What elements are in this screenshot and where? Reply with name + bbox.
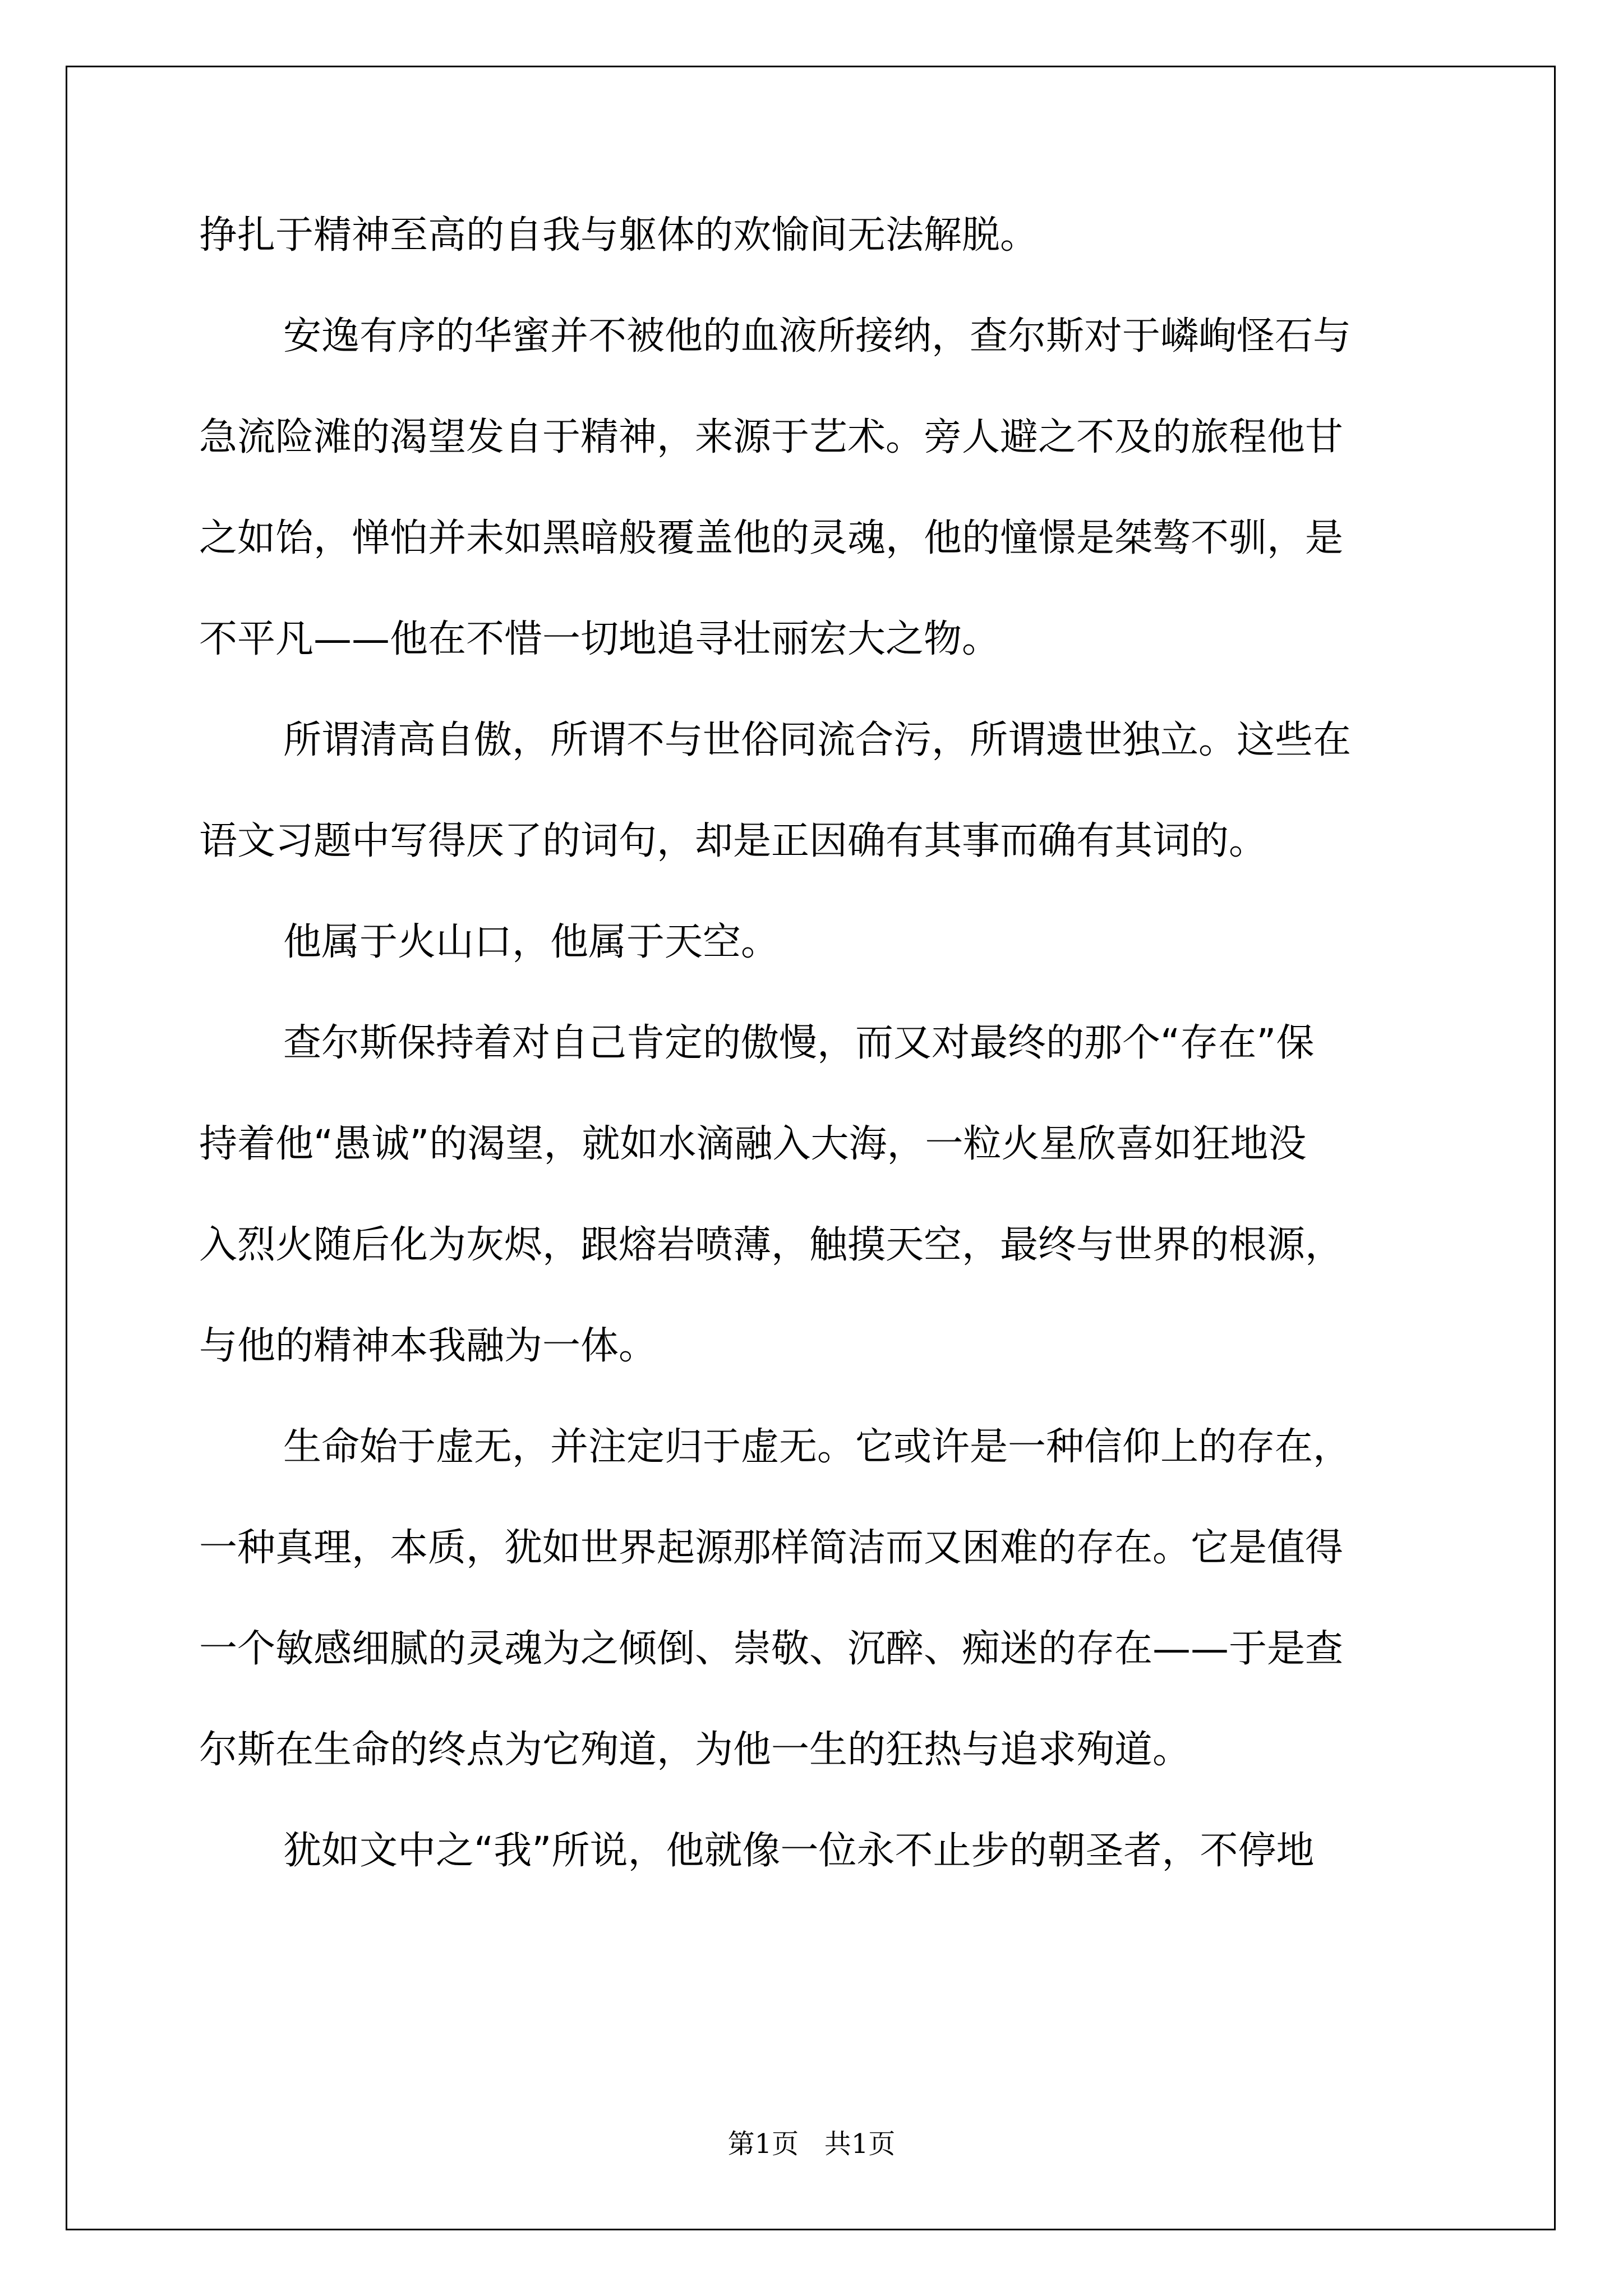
text-line: 急流险滩的渴望发自于精神，来源于艺术。旁人避之不及的旅程他甘: [199, 415, 1344, 459]
text-line: 犹如文中之“我”所说，他就像一位永不止步的朝圣者，不停地: [283, 1829, 1315, 1873]
text-line: 生命始于虚无，并注定归于虚无。它或许是一种信仰上的存在，: [283, 1425, 1352, 1469]
text-line: 挣扎于精神至高的自我与躯体的欢愉间无法解脱。: [199, 213, 1039, 257]
text-line: 所谓清高自傲，所谓不与世俗同流合污，所谓遗世独立。这些在: [283, 718, 1352, 762]
text-line: 不平凡——他在不惜一切地追寻壮丽宏大之物。: [199, 617, 1000, 661]
text-line: 入烈火随后化为灰烬，跟熔岩喷薄，触摸天空，最终与世界的根源，: [199, 1223, 1344, 1267]
page-number: 第1页 共1页: [727, 2128, 896, 2160]
text-line: 之如饴，惮怕并未如黑暗般覆盖他的灵魂，他的憧憬是桀骜不驯，是: [199, 516, 1344, 560]
text-line: 语文习题中写得厌了的词句，却是正因确有其事而确有其词的。: [199, 819, 1267, 863]
text-line: 一个敏感细腻的灵魂为之倾倒、崇敬、沉醉、痴迷的存在——于是查: [199, 1627, 1344, 1671]
text-line: 他属于火山口，他属于天空。: [283, 920, 780, 964]
text-line: 查尔斯保持着对自己肯定的傲慢，而又对最终的那个“存在”保: [283, 1021, 1315, 1065]
text-line: 一种真理，本质，犹如世界起源那样简洁而又困难的存在。它是值得: [199, 1526, 1344, 1570]
text-line: 安逸有序的华蜜并不被他的血液所接纳，查尔斯对于嶙峋怪石与: [283, 314, 1352, 358]
text-line: 与他的精神本我融为一体。: [199, 1324, 657, 1368]
text-line: 持着他“愚诚”的渴望，就如水滴融入大海，一粒火星欣喜如狂地没: [199, 1122, 1307, 1166]
text-line: 尔斯在生命的终点为它殉道，为他一生的狂热与追求殉道。: [199, 1728, 1191, 1772]
